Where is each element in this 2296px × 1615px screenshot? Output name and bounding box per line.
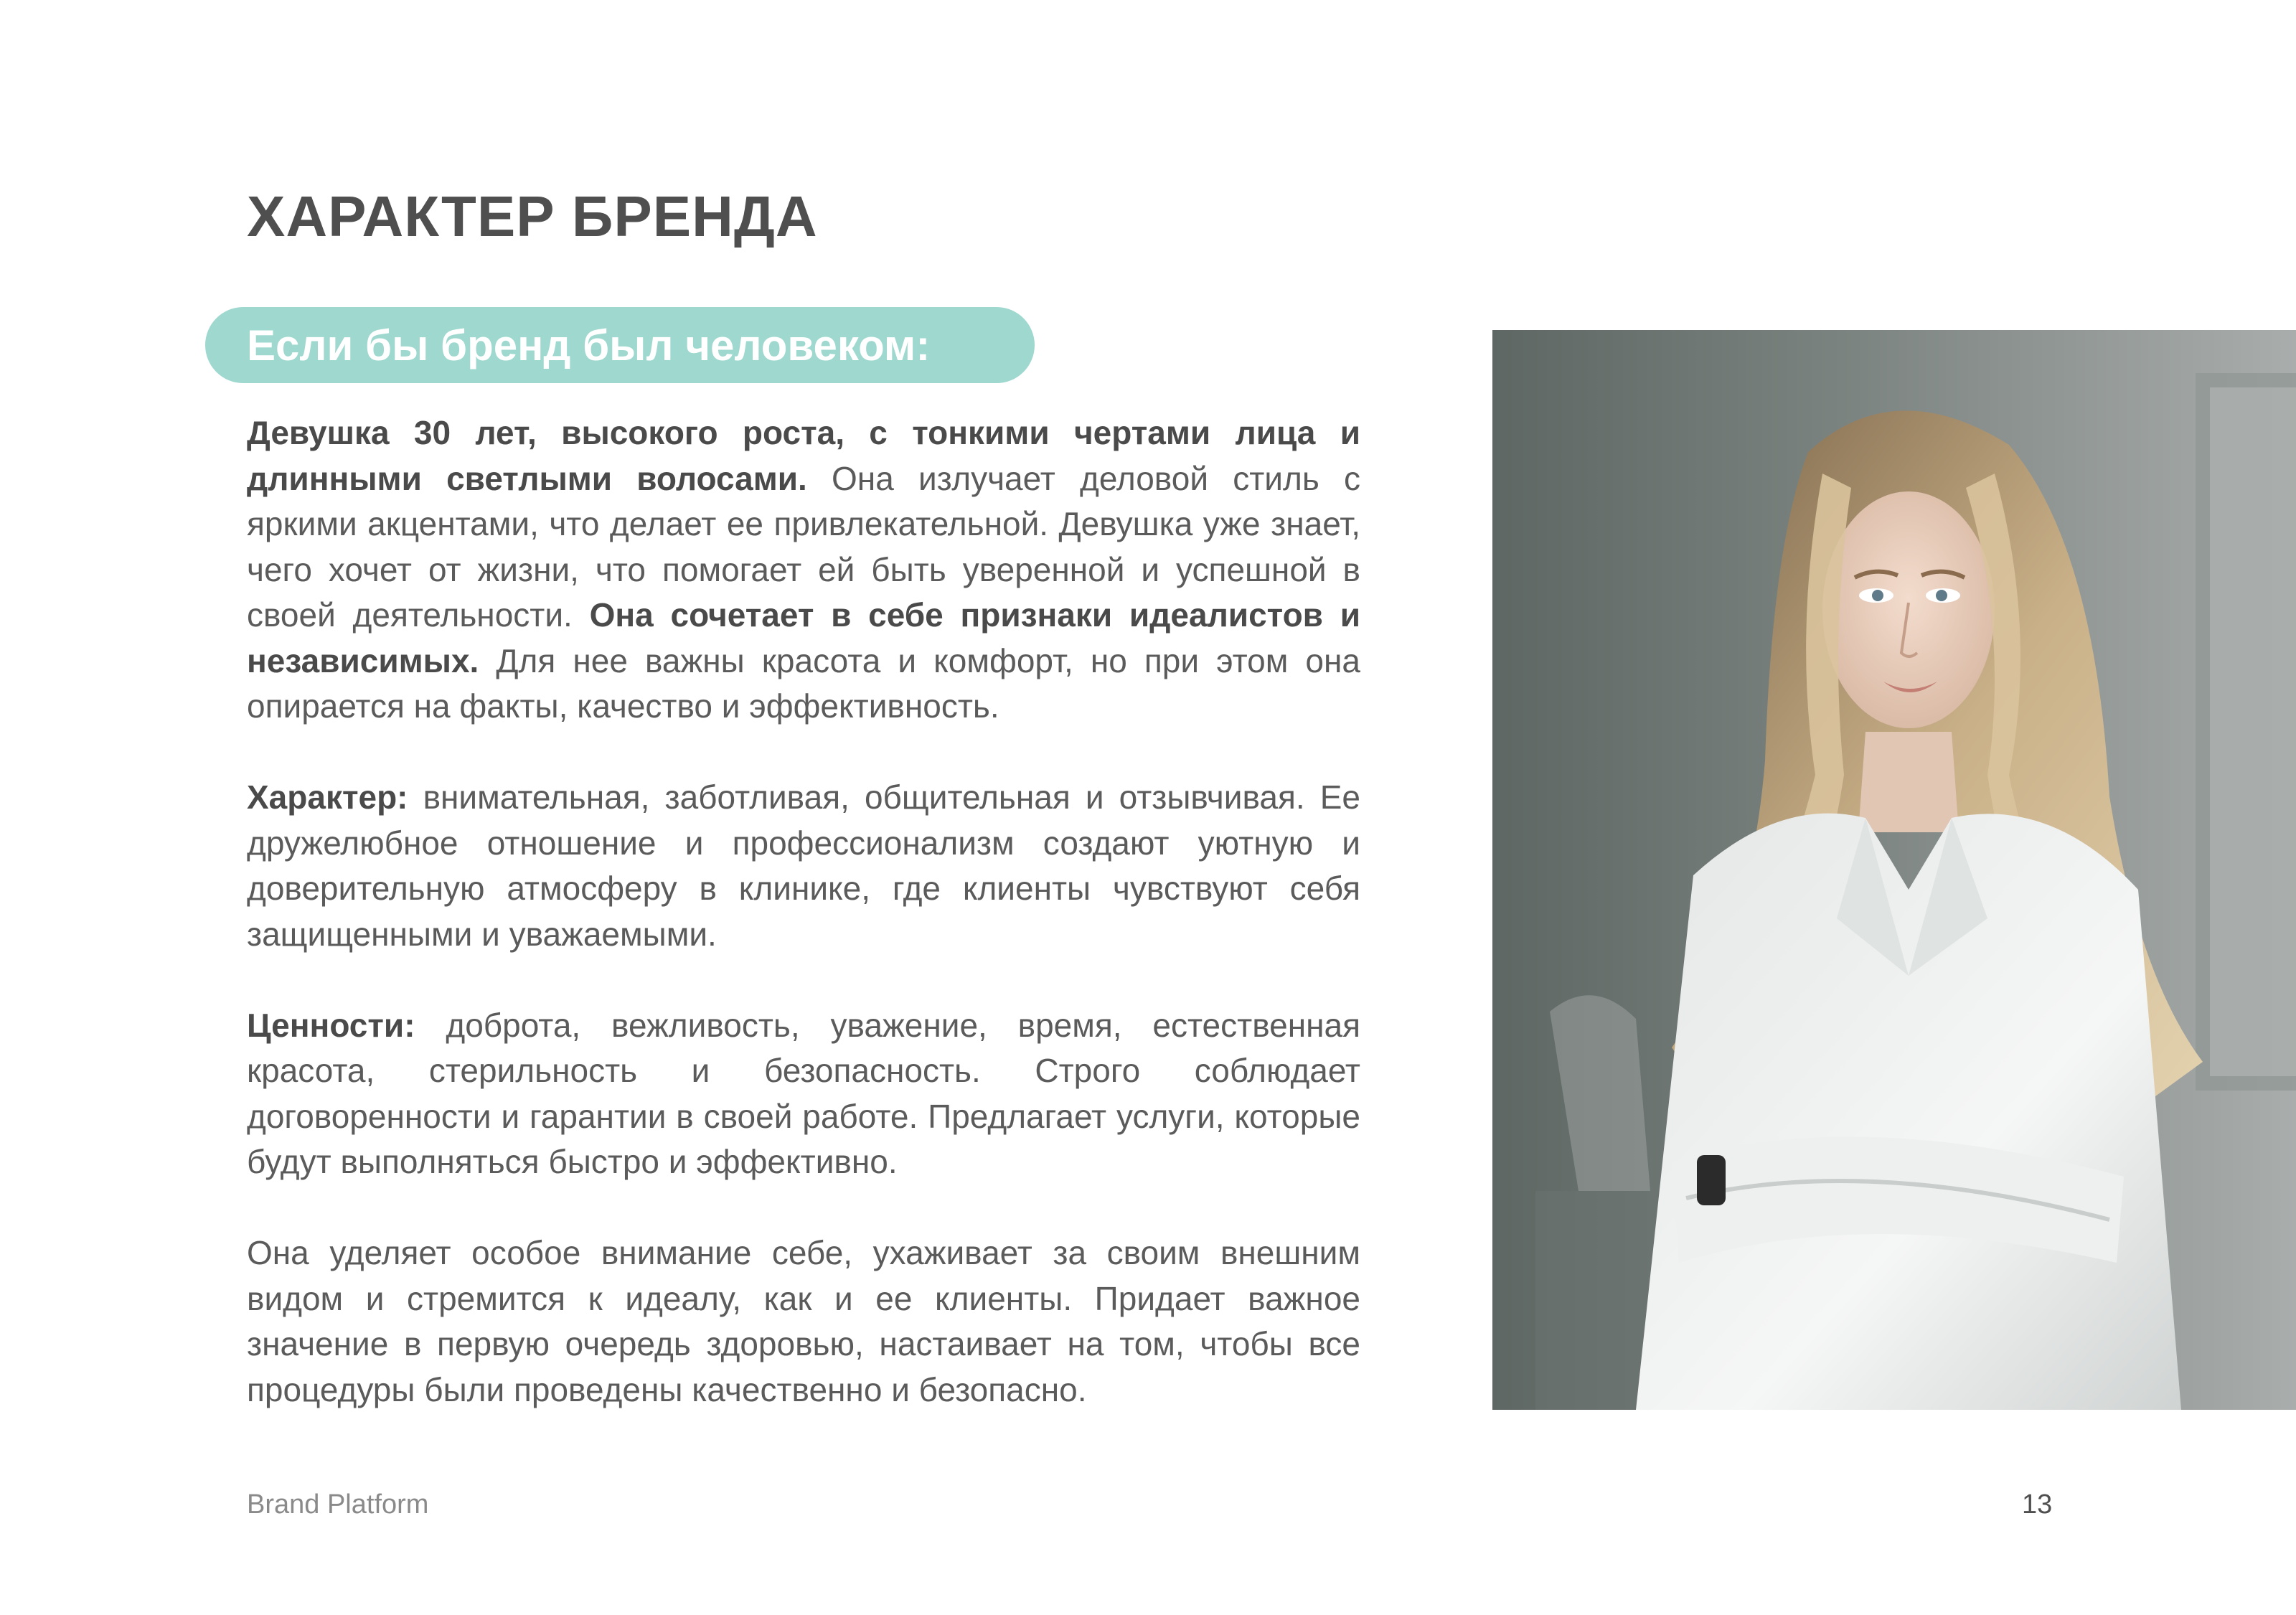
paragraph-values <box>247 1003 1360 1185</box>
subtitle-banner <box>205 307 1035 383</box>
brand-persona-photo <box>1492 330 2296 1410</box>
page-number: 13 <box>2022 1489 2053 1520</box>
persona-illustration <box>1492 330 2296 1410</box>
body-text <box>247 410 1360 1459</box>
description-text-2: Для нее важны красота и комфорт, но при этом она опирается на факты, качество и эффективность. <box>247 641 1360 725</box>
paragraph-description <box>247 410 1360 730</box>
character-label: Характер: <box>247 778 408 816</box>
paragraph-character <box>247 775 1360 957</box>
description-highlight-1: Девушка 30 лет, высокого роста, с тонкими чертами лица и длинными светлыми волосами. <box>247 414 1360 497</box>
self-care-text: Она уделяет особое внимание себе, ухаживает за своим внешним видом и стремится к идеалу, как и ее клиенты. Придает важное значение в первую очередь здоровью, настаивает на том, чтобы все процедуры были проведены качественно и безопасно. <box>247 1234 1360 1408</box>
page-title: ХАРАКТЕР БРЕНДА <box>247 184 818 248</box>
footer-brand: Brand Platform <box>247 1489 429 1520</box>
character-text: внимательная, заботливая, общительная и отзывчивая. Ее дружелюбное отношение и профессионализм создают уютную и доверительную атмосферу в клинике, где клиенты чувствуют себя защищенными и уважаемыми. <box>247 778 1360 953</box>
values-label: Ценности: <box>247 1006 415 1044</box>
description-text-1: Она излучает деловой стиль с яркими акцентами, что делает ее привлекательной. Девушка уже знает, чего хочет от жизни, что помогает ей быть уверенной и успешной в своей деятельности. <box>247 459 1360 634</box>
values-text: доброта, вежливость, уважение, время, естественная красота, стерильность и безопасность. Строго соблюдает договоренности и гарантии в своей работе. Предлагает услуги, которые будут выполняться быстро и эффективно. <box>247 1006 1360 1180</box>
subtitle-text: Если бы бренд был человеком: <box>247 321 931 369</box>
description-highlight-2: Она сочетает в себе признаки идеалистов и независимых. <box>247 596 1360 679</box>
paragraph-self-care <box>247 1230 1360 1413</box>
